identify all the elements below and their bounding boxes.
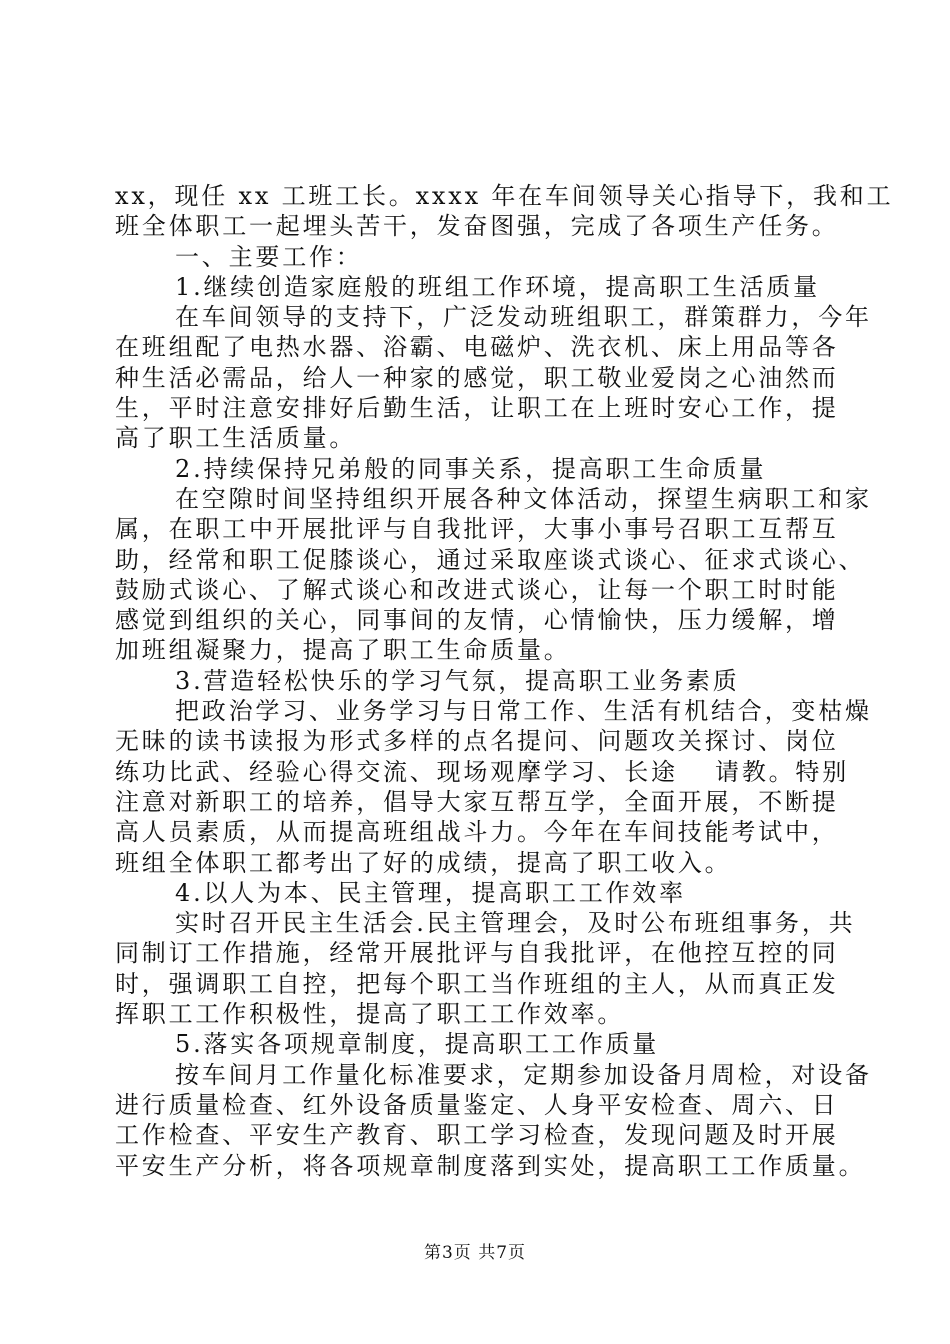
- text-line: 班全体职工一起埋头苦干，发奋图强，完成了各项生产任务。: [115, 212, 839, 241]
- document-body: [115, 181, 894, 1181]
- section-heading: 一、主要工作：: [175, 242, 363, 271]
- text-line: 平安生产分析，将各项规章制度落到实处，提高职工工作质量。: [115, 1151, 866, 1180]
- text-line: 同制订工作措施，经常开展批评与自我批评，在他控互控的同: [115, 939, 839, 968]
- item-heading-3: 3.营造轻松快乐的学习气氛，提高职工业务素质: [175, 666, 740, 695]
- text-line: 注意对新职工的培养，倡导大家互帮互学，全面开展，不断提: [115, 787, 839, 816]
- text-line: 在班组配了电热水器、浴霸、电磁炉、洗衣机、床上用品等各: [115, 333, 839, 362]
- text-line: 实时召开民主生活会.民主管理会，及时公布班组事务，共: [175, 909, 856, 938]
- text-line: 挥职工工作积极性，提高了职工工作效率。: [115, 1000, 625, 1029]
- text-line: 在车间领导的支持下，广泛发动班组职工，群策群力，今年: [175, 303, 872, 332]
- text-line: 属，在职工中开展批评与自我批评，大事小事号召职工互帮互: [115, 515, 839, 544]
- text-line: 工作检查、平安生产教育、职工学习检查，发现问题及时开展: [115, 1121, 839, 1150]
- text-line: 高了职工生活质量。: [115, 424, 357, 453]
- item-heading-4: 4.以人为本、民主管理，提高职工工作效率: [175, 878, 686, 907]
- text-line: 班组全体职工都考出了好的成绩，提高了职工收入。: [115, 848, 732, 877]
- text-line: 按车间月工作量化标准要求，定期参加设备月周检，对设备: [175, 1060, 872, 1089]
- text-line: 进行质量检查、红外设备质量鉴定、人身平安检查、周六、日: [115, 1090, 839, 1119]
- text-line: 无昧的读书读报为形式多样的点名提问、问题攻关探讨、岗位: [115, 727, 839, 756]
- item-heading-5: 5.落实各项规章制度，提高职工工作质量: [175, 1030, 660, 1059]
- text-line: 种生活必需品，给人一种家的感觉，职工敬业爱岗之心油然而: [115, 363, 839, 392]
- text-line: 加班组凝聚力，提高了职工生命质量。: [115, 636, 571, 665]
- item-heading-2: 2.持续保持兄弟般的同事关系，提高职工生命质量: [175, 454, 767, 483]
- text-line: 高人员素质，从而提高班组战斗力。今年在车间技能考试中，: [115, 818, 839, 847]
- text-line: 生，平时注意安排好后勤生活，让职工在上班时安心工作，提: [115, 394, 839, 423]
- text-line: 助，经常和职工促膝谈心，通过采取座谈式谈心、征求式谈心、: [115, 545, 866, 574]
- page-number-footer: 第3页 共7页: [423, 1243, 527, 1263]
- item-heading-1: 1.继续创造家庭般的班组工作环境，提高职工生活质量: [175, 272, 820, 301]
- text-line: 把政治学习、业务学习与日常工作、生活有机结合，变枯燥: [175, 697, 872, 726]
- text-line: 感觉到组织的关心，同事间的友情，心情愉快，压力缓解，增: [115, 606, 839, 635]
- text-line: 鼓励式谈心、了解式谈心和改进式谈心，让每一个职工时时能: [115, 575, 839, 604]
- text-line: 时，强调职工自控，把每个职工当作班组的主人，从而真正发: [115, 969, 839, 998]
- text-line: 练功比武、经验心得交流、现场观摩学习、长途 请教。特别: [115, 757, 850, 786]
- text-line: xx，现任 xx 工班工长。xxxx 年在车间领导关心指导下，我和工: [115, 182, 894, 210]
- text-line: 在空隙时间坚持组织开展各种文体活动，探望生病职工和家: [175, 484, 872, 513]
